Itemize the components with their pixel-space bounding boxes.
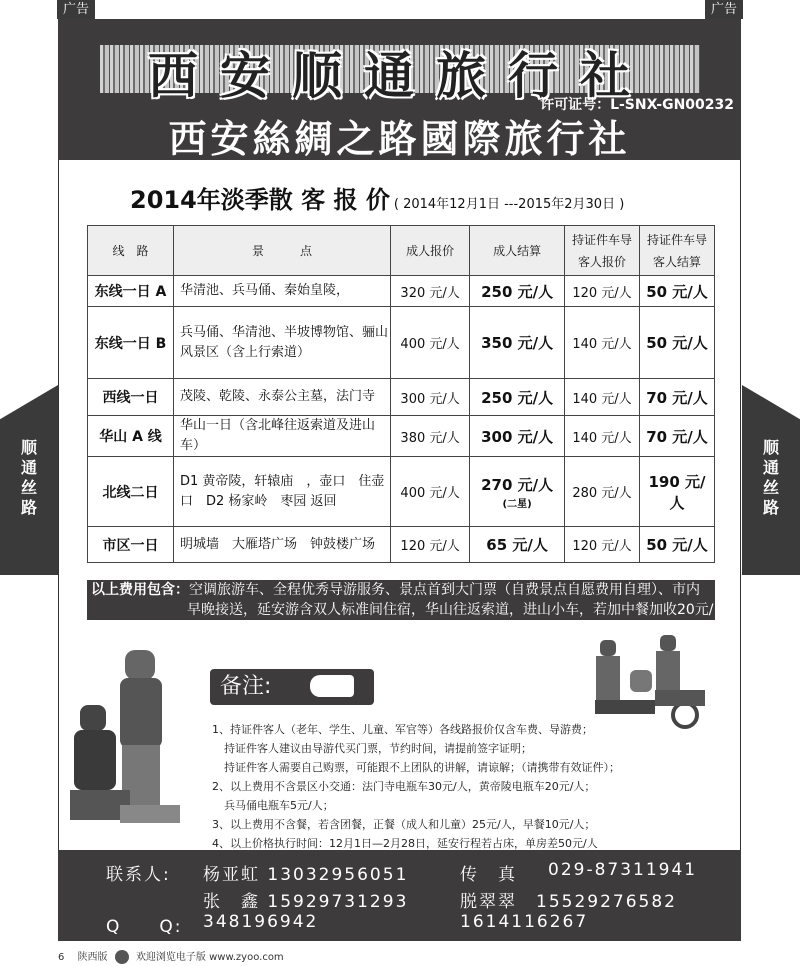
contact-band (58, 850, 741, 941)
route-cell: 东线一日 A (88, 276, 174, 307)
spots-cell: 明城墙 大雁塔广场 钟鼓楼广场 (174, 527, 391, 563)
spots-cell: 华山一日（含北峰往返索道及进山车） (174, 416, 391, 457)
col-card-settle: 持证件车导客人结算 (640, 226, 715, 276)
side-char: 丝 (762, 478, 779, 497)
contact-2: 张 鑫 15929731293 (203, 892, 409, 912)
note-item: 1、持证件客人（老年、学生、儿童、军官等）各线路报价仅含车费、导游费； (212, 723, 593, 736)
col-adult-settle: 成人结算 (470, 226, 565, 276)
route-cell: 华山 A 线 (88, 416, 174, 457)
qq-label: Q Q: (106, 917, 183, 937)
contact-label: 联系人: (106, 865, 171, 885)
includes-line-1: 空调旅游车、全程优秀导游服务、景点首到大门票（自费景点自愿费用自理）、市内 (189, 582, 700, 598)
adult-price-cell: 120 元/人 (391, 527, 470, 563)
edition-label: 陕西版 (77, 952, 108, 963)
includes-line-2: 早晚接送，延安游含双人标准间住宿，华山往返索道，进山小车，若加中餐加收20元/人 (187, 602, 714, 638)
note-item: 2、以上费用不含景区小交通：法门寺电瓶车30元/人，黄帝陵电瓶车20元/人； (212, 780, 596, 793)
pointing-hand-icon (310, 675, 354, 697)
side-char: 顺 (762, 438, 779, 457)
notes-list (212, 720, 620, 853)
route-cell: 西线一日 (88, 379, 174, 416)
footer-text: 欢迎浏览电子版 www.zyoo.com (135, 952, 284, 963)
includes-label: 以上费用包含： (91, 582, 189, 598)
route-cell: 北线二日 (88, 457, 174, 527)
ad-tag-left: 广告 (57, 0, 95, 19)
brand-title: 西安顺通旅行社 (148, 46, 652, 105)
card-settle-cell: 50 元/人 (640, 276, 715, 307)
license-number: 许可证号：L-SNX-GN00232 (540, 97, 734, 113)
side-text-left (0, 438, 58, 518)
table-row (88, 379, 715, 416)
side-char: 通 (762, 458, 779, 477)
page-footer (58, 948, 284, 964)
spots-cell: 茂陵、乾陵、永泰公主墓，法门寺 (174, 379, 391, 416)
card-price-cell: 120 元/人 (565, 527, 640, 563)
contact-1: 杨亚虹 13032956051 (203, 865, 409, 885)
adult-price-cell: 320 元/人 (391, 276, 470, 307)
qq-2: 1614116267 (460, 912, 589, 932)
price-title (130, 180, 624, 215)
card-price-cell: 120 元/人 (565, 276, 640, 307)
note-item: 持证件客人需要自己购票，可能跟不上团队的讲解，请谅解；（请携带有效证件）； (224, 761, 620, 774)
note-item: 4、以上价格执行时间：12月1日—2月28日，延安行程若占床，单房差50元/人 (212, 837, 598, 850)
card-settle-cell: 50 元/人 (640, 307, 715, 379)
card-settle-cell: 70 元/人 (640, 379, 715, 416)
adult-settle-cell: 65 元/人 (470, 527, 565, 563)
table-row (88, 276, 715, 307)
terracotta-warriors-image (70, 640, 190, 830)
note-item: 兵马俑电瓶车5元/人； (224, 799, 334, 812)
notes-label: 备注: (220, 674, 272, 699)
card-price-cell: 140 元/人 (565, 379, 640, 416)
side-char: 顺 (20, 438, 37, 457)
publisher-logo-icon (115, 950, 129, 964)
agency-name: 西安絲綢之路國際旅行社 (168, 116, 631, 161)
spots-cell: 兵马俑、华清池、半坡博物馆、骊山风景区（含上行索道） (174, 307, 391, 379)
card-price-cell: 140 元/人 (565, 307, 640, 379)
note-item: 持证件客人建议由导游代买门票，节约时间，请提前签字证明； (224, 742, 532, 755)
price-table (87, 225, 715, 563)
adult-price-cell: 300 元/人 (391, 379, 470, 416)
spots-cell: 华清池、兵马俑、秦始皇陵， (174, 276, 391, 307)
fax-label: 传 真 (460, 865, 517, 885)
notes-heading (210, 669, 374, 705)
card-settle-cell: 190 元/人 (640, 457, 715, 527)
hotel-note: (二星) (502, 498, 532, 510)
route-cell: 市区一日 (88, 527, 174, 563)
side-text-right (742, 438, 800, 518)
page-number: 6 (58, 952, 65, 963)
adult-settle-cell: 250 元/人 (470, 379, 565, 416)
col-card-price: 持证件车导客人报价 (565, 226, 640, 276)
side-char: 丝 (20, 478, 37, 497)
note-item: 3、以上费用不含餐，若含团餐，正餐（成人和儿童）25元/人，早餐10元/人； (212, 818, 596, 831)
adult-price-cell: 380 元/人 (391, 416, 470, 457)
adult-price-cell: 400 元/人 (391, 457, 470, 527)
ad-tag-right: 广告 (705, 0, 743, 19)
adult-settle-value: 270 元/人 (481, 475, 554, 494)
card-price-cell: 140 元/人 (565, 416, 640, 457)
col-spots: 景 点 (174, 226, 391, 276)
col-route: 线 路 (88, 226, 174, 276)
side-char: 路 (20, 498, 37, 517)
table-row (88, 307, 715, 379)
price-title-main: 2014年淡季散 客 报 价 (130, 186, 390, 214)
card-settle-cell: 70 元/人 (640, 416, 715, 457)
adult-price-cell: 400 元/人 (391, 307, 470, 379)
col-adult-price: 成人报价 (391, 226, 470, 276)
adult-settle-cell: 250 元/人 (470, 276, 565, 307)
table-row (88, 527, 715, 563)
includes-banner (87, 580, 715, 638)
side-char: 通 (20, 458, 37, 477)
fax-number: 029-87311941 (548, 860, 698, 880)
side-char: 路 (762, 498, 779, 517)
table-row (88, 457, 715, 527)
card-price-cell: 280 元/人 (565, 457, 640, 527)
card-settle-cell: 50 元/人 (640, 527, 715, 563)
spots-cell: D1 黄帝陵，轩辕庙 ，壶口 住壶口 D2 杨家岭 枣园 返回 (174, 457, 391, 527)
adult-settle-cell: 300 元/人 (470, 416, 565, 457)
contact-3: 脱翠翠 15529276582 (460, 892, 677, 912)
price-title-period: ( 2014年12月1日 ---2015年2月30日 ) (393, 197, 625, 212)
qq-1: 348196942 (203, 912, 319, 932)
chariot-statues-image (590, 630, 710, 730)
table-header-row (88, 226, 715, 276)
adult-settle-cell: 350 元/人 (470, 307, 565, 379)
adult-settle-cell (470, 457, 565, 527)
route-cell: 东线一日 B (88, 307, 174, 379)
table-row (88, 416, 715, 457)
